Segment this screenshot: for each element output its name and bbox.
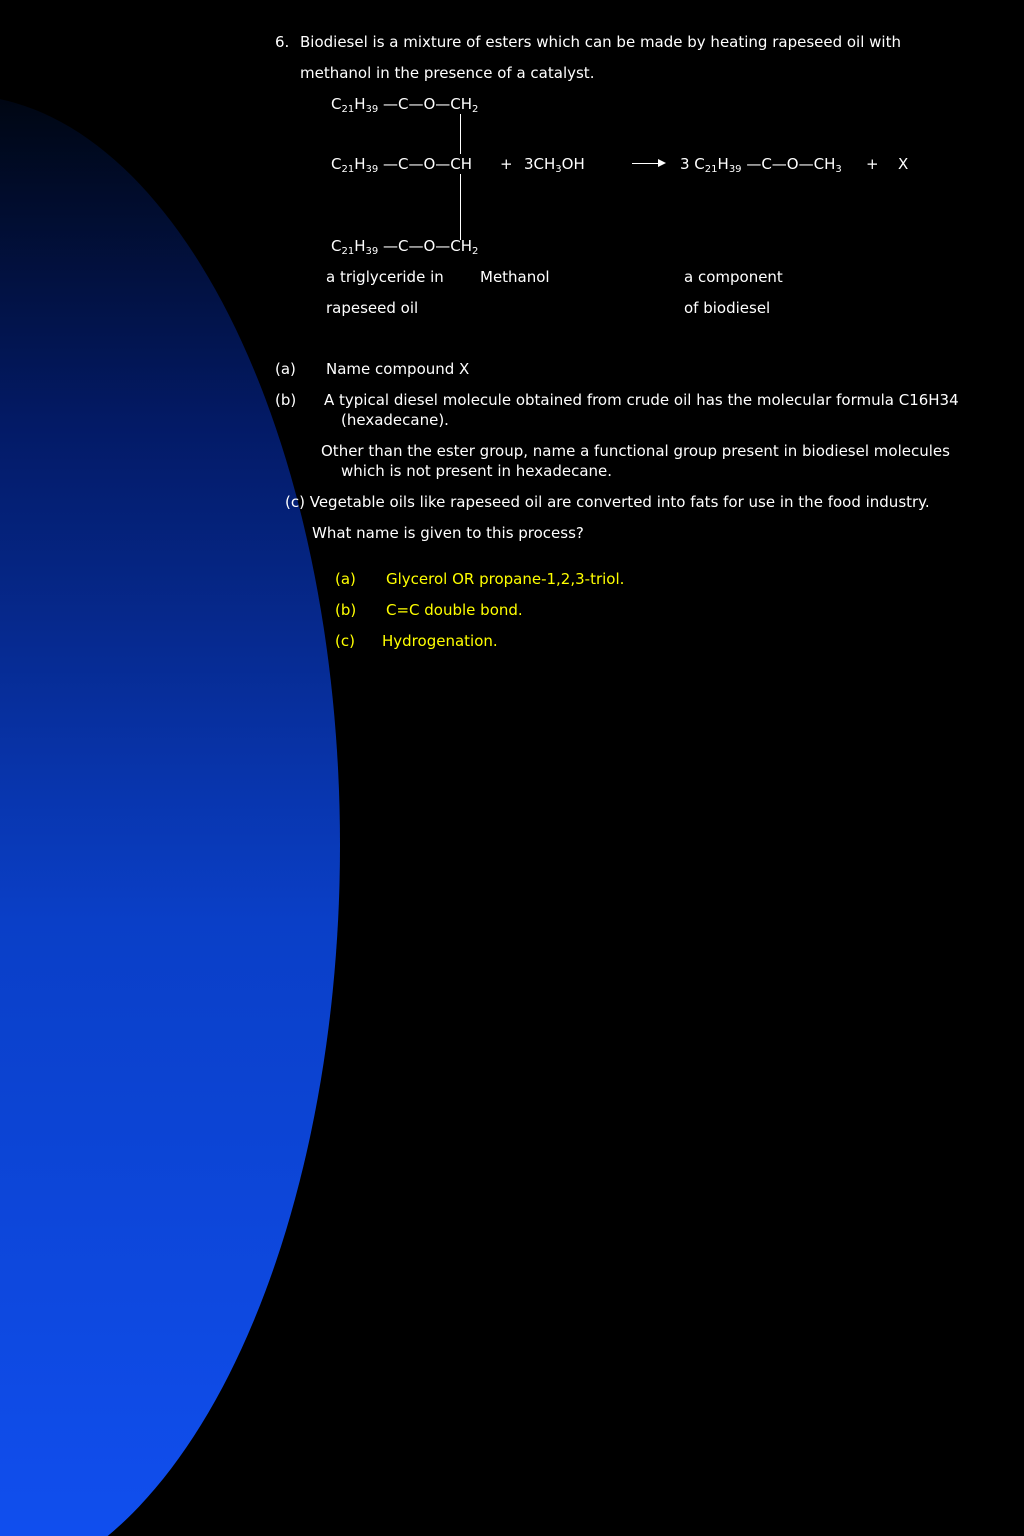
part-c-text-2: What name is given to this process? bbox=[312, 524, 584, 542]
triglyceride-row-2: $C_{21}H_{39}$ —C—O—CH bbox=[331, 155, 473, 175]
biodiesel-product: 3 $C_{21}H_{39}$ $—C—O—CH_3$ bbox=[680, 155, 842, 175]
bond-line-bottom bbox=[460, 174, 461, 240]
part-b-text-2: (hexadecane). bbox=[341, 411, 449, 429]
question-line-2: methanol in the presence of a catalyst. bbox=[300, 64, 595, 82]
answer-c-text: Hydrogenation. bbox=[382, 632, 498, 650]
plus-sign-2: + bbox=[866, 155, 879, 173]
compound-x: X bbox=[898, 155, 909, 173]
plus-sign-1: + bbox=[500, 155, 513, 173]
label-methanol: Methanol bbox=[480, 268, 550, 286]
label-component-2: of biodiesel bbox=[684, 299, 771, 317]
methanol-formula: $3CH_3OH$ bbox=[524, 155, 585, 175]
part-b-text-4: which is not present in hexadecane. bbox=[341, 462, 613, 480]
answer-c-marker: (c) bbox=[335, 632, 355, 650]
part-c-text-1: (c) Vegetable oils like rapeseed oil are converted into fats for use in the food industry. bbox=[285, 493, 930, 511]
triglyceride-row-3: $C_{21}H_{39}$ $—C—O—CH_2$ bbox=[331, 237, 479, 257]
part-b-text-1: A typical diesel molecule obtained from crude oil has the molecular formula C16H34 bbox=[324, 391, 959, 409]
label-triglyceride-2: rapeseed oil bbox=[326, 299, 419, 317]
question-line-1: Biodiesel is a mixture of esters which can be made by heating rapeseed oil with bbox=[300, 33, 901, 51]
label-triglyceride-1: a triglyceride in bbox=[326, 268, 444, 286]
triglyceride-row-1: $C_{21}H_{39}$ $—C—O—CH_2$ bbox=[331, 95, 479, 115]
answer-a-marker: (a) bbox=[335, 570, 356, 588]
part-b-marker: (b) bbox=[275, 391, 297, 409]
answer-b-text: C=C double bond. bbox=[386, 601, 523, 619]
reaction-arrow-icon bbox=[658, 159, 666, 167]
label-component-1: a component bbox=[684, 268, 783, 286]
part-a-text: Name compound X bbox=[326, 360, 470, 378]
answer-b-marker: (b) bbox=[335, 601, 357, 619]
bond-line-top bbox=[460, 114, 461, 154]
answer-a-text: Glycerol OR propane-1,2,3-triol. bbox=[386, 570, 625, 588]
question-number: 6. bbox=[275, 33, 290, 51]
reaction-arrow-line bbox=[632, 163, 660, 164]
part-a-marker: (a) bbox=[275, 360, 296, 378]
part-b-text-3: Other than the ester group, name a functional group present in biodiesel molecules bbox=[321, 442, 950, 460]
